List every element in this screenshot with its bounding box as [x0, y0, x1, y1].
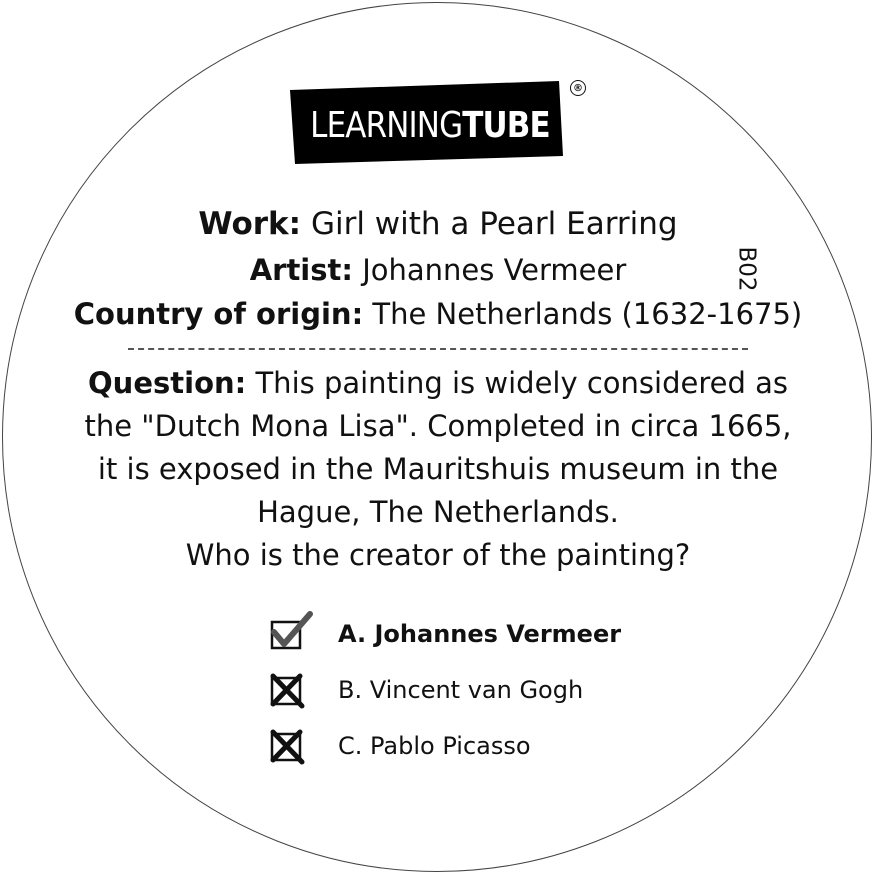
artist-value: Johannes Vermeer [362, 253, 627, 287]
question-label: Question [88, 366, 235, 400]
answer-label-c: C. Pablo Picasso [338, 732, 531, 760]
question-separator: : [234, 366, 247, 400]
logo-word-learning: LEARNING [310, 104, 463, 146]
answer-label-b: B. Vincent van Gogh [338, 676, 584, 704]
work-separator: : [288, 206, 302, 242]
answer-label-a: A. Johannes Vermeer [338, 620, 622, 648]
country-label: Country of origin [73, 297, 352, 331]
question-line-4: Hague, The Netherlands. [257, 495, 619, 529]
dashed-divider [128, 348, 748, 350]
work-value: Girl with a Pearl Earring [310, 206, 678, 242]
work-label: Work [198, 206, 289, 242]
registered-mark: ® [570, 80, 586, 96]
logo-word-tube: TUBE [462, 104, 550, 146]
card-code: B02 [733, 246, 760, 292]
work-line [0, 203, 876, 245]
question-line-5: Who is the creator of the painting? [185, 538, 691, 572]
country-value: The Netherlands (1632-1675) [372, 297, 803, 331]
question-block [0, 362, 876, 577]
question-line-3: it is exposed in the Mauritshuis museum in the [97, 452, 779, 486]
artist-label: Artist [249, 253, 342, 287]
answer-option-b[interactable] [270, 662, 621, 718]
crossed-box-icon [270, 674, 302, 706]
answer-option-a[interactable] [270, 606, 621, 662]
question-line-2: the "Dutch Mona Lisa". Completed in circa 1665, [84, 409, 792, 443]
learning-tube-logo [287, 78, 567, 166]
country-separator: : [351, 297, 364, 331]
question-text-1: This painting is widely considered as [255, 366, 788, 400]
answer-option-c[interactable] [270, 718, 621, 774]
crossed-box-icon [270, 730, 302, 762]
logo-wordmark [310, 96, 550, 154]
checked-box-icon [270, 618, 302, 650]
answer-list [270, 606, 621, 774]
artist-line [0, 249, 876, 291]
artist-separator: : [341, 253, 353, 287]
question-line-1 [0, 362, 876, 405]
country-line [0, 293, 876, 335]
